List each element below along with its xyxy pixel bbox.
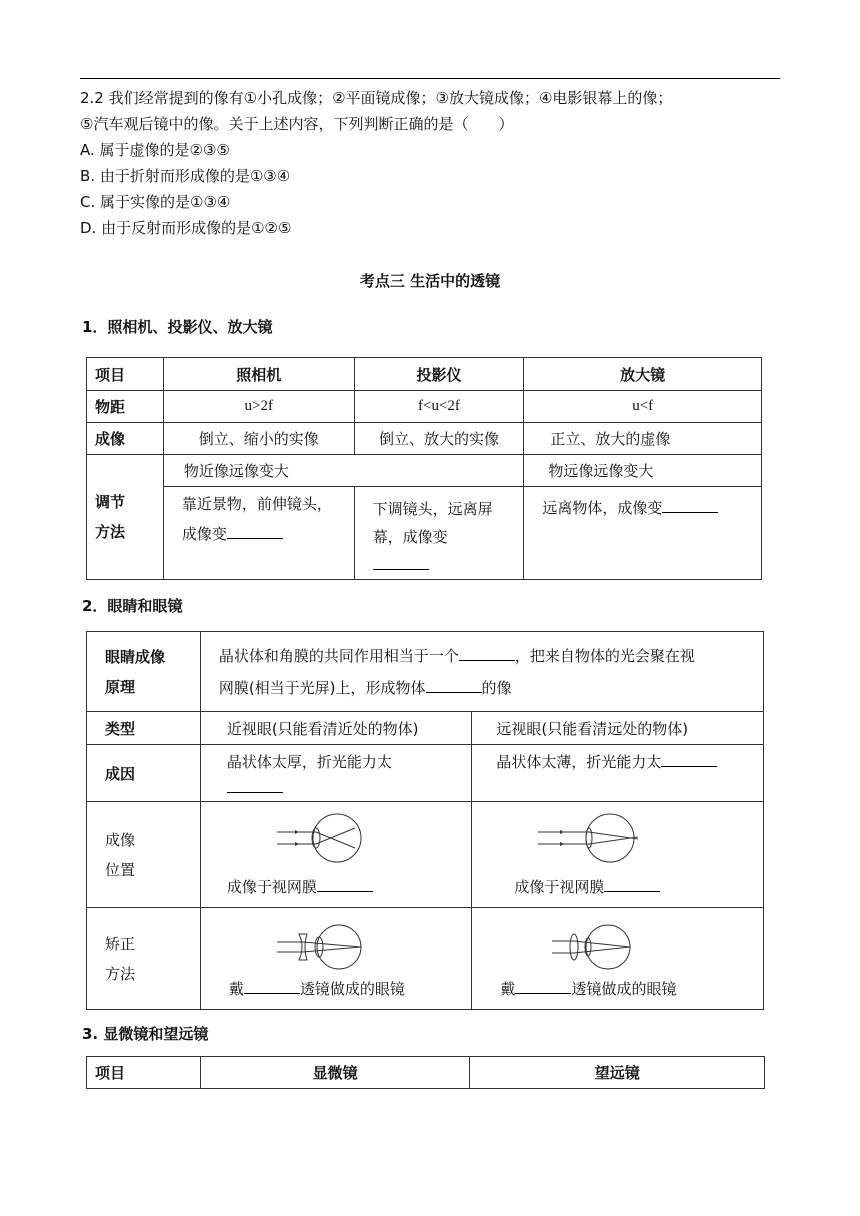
- question-line-1: 2.2 我们经常提到的像有①小孔成像；②平面镜成像；③放大镜成像；④电影银幕上的像；: [80, 89, 673, 107]
- type-farsighted: 远视眼(只能看清远处的物体): [472, 712, 764, 745]
- label-position: 成像 位置: [87, 802, 201, 908]
- correction-farsighted: 戴 透镜做成的眼镜: [472, 908, 764, 1010]
- nearsighted-correction-diagram: [277, 922, 367, 972]
- image-magnifier: 正立、放大的虚像: [524, 423, 762, 455]
- blank-line: [227, 791, 283, 793]
- label-correction: 矫正 方法: [87, 908, 201, 1010]
- sub1-title: 1．照相机、投影仪、放大镜: [82, 318, 273, 336]
- label-distance: 物距: [87, 391, 164, 423]
- position-nearsighted: [200, 802, 472, 908]
- blank-line: [515, 992, 571, 994]
- blank-line: [227, 537, 283, 539]
- optics-table: [86, 1056, 765, 1089]
- blank-line: [661, 765, 717, 767]
- principle-text: 晶状体和角膜的共同作用相当于一个 ，把来自物体的光会聚在视 网膜(相当于光屏)上，形成物体 的像: [200, 632, 763, 712]
- option-c: C. 属于实像的是①③④: [80, 193, 231, 211]
- distance-camera: u>2f: [163, 391, 354, 423]
- position-far-text: 成像于视网膜: [514, 878, 605, 896]
- header-item-3: 项目: [87, 1057, 201, 1089]
- adjust-rule-virtual: 物远像远像变大: [524, 455, 762, 487]
- header-microscope: 显微镜: [200, 1057, 470, 1089]
- eye-table: [86, 631, 764, 1010]
- header-projector: 投影仪: [354, 358, 524, 391]
- blank-line: [662, 511, 718, 513]
- blank-line: [244, 992, 300, 994]
- correction-nearsighted: 戴 透镜做成的眼镜: [200, 908, 472, 1010]
- adjust-magnifier: 远离物体，成像变: [524, 487, 762, 580]
- lens-table: [86, 357, 762, 580]
- top-rule: [80, 78, 780, 79]
- header-telescope: 望远镜: [470, 1057, 765, 1089]
- adjust-projector: 下调镜头，远离屏幕，成像变: [354, 487, 524, 580]
- distance-magnifier: u<f: [524, 391, 762, 423]
- adjust-rule-real: 物近像远像变大: [163, 455, 524, 487]
- cause-nearsighted: 晶状体太厚，折光能力太: [200, 745, 472, 802]
- farsighted-eye-diagram: [538, 812, 642, 864]
- blank-line: [426, 691, 482, 693]
- blank-line: [459, 659, 515, 661]
- blank-line: [604, 890, 660, 892]
- position-near-text: 成像于视网膜: [226, 878, 317, 896]
- label-adjust: 调节 方法: [87, 455, 164, 580]
- section-title: 考点三 生活中的透镜: [359, 272, 501, 290]
- sub3-title: 3. 显微镜和望远镜: [82, 1025, 209, 1043]
- header-camera: 照相机: [163, 358, 354, 391]
- label-image: 成像: [87, 423, 164, 455]
- option-a: A. 属于虚像的是②③⑤: [80, 141, 230, 159]
- position-farsighted: [472, 802, 764, 908]
- farsighted-correction-diagram: [552, 922, 636, 972]
- header-magnifier: 放大镜: [524, 358, 762, 391]
- blank-line: [373, 568, 429, 570]
- label-cause: 成因: [87, 745, 201, 802]
- blank-line: [317, 890, 373, 892]
- option-b: B. 由于折射而形成像的是①③④: [80, 167, 291, 185]
- label-type: 类型: [87, 712, 201, 745]
- image-projector: 倒立、放大的实像: [354, 423, 524, 455]
- type-nearsighted: 近视眼(只能看清近处的物体): [200, 712, 472, 745]
- adjust-camera: 靠近景物，前伸镜头，成像变: [163, 487, 354, 580]
- option-d: D. 由于反射而形成像的是①②⑤: [80, 219, 292, 237]
- cause-farsighted: 晶状体太薄，折光能力太: [472, 745, 764, 802]
- header-item: 项目: [87, 358, 164, 391]
- distance-projector: f<u<2f: [354, 391, 524, 423]
- image-camera: 倒立、缩小的实像: [163, 423, 354, 455]
- question-line-2: ⑤汽车观后镜中的像。关于上述内容，下列判断正确的是（ ）: [80, 115, 514, 133]
- label-principle: 眼睛成像 原理: [87, 632, 201, 712]
- sub2-title: 2．眼睛和眼镜: [82, 597, 183, 615]
- nearsighted-eye-diagram: [277, 812, 367, 864]
